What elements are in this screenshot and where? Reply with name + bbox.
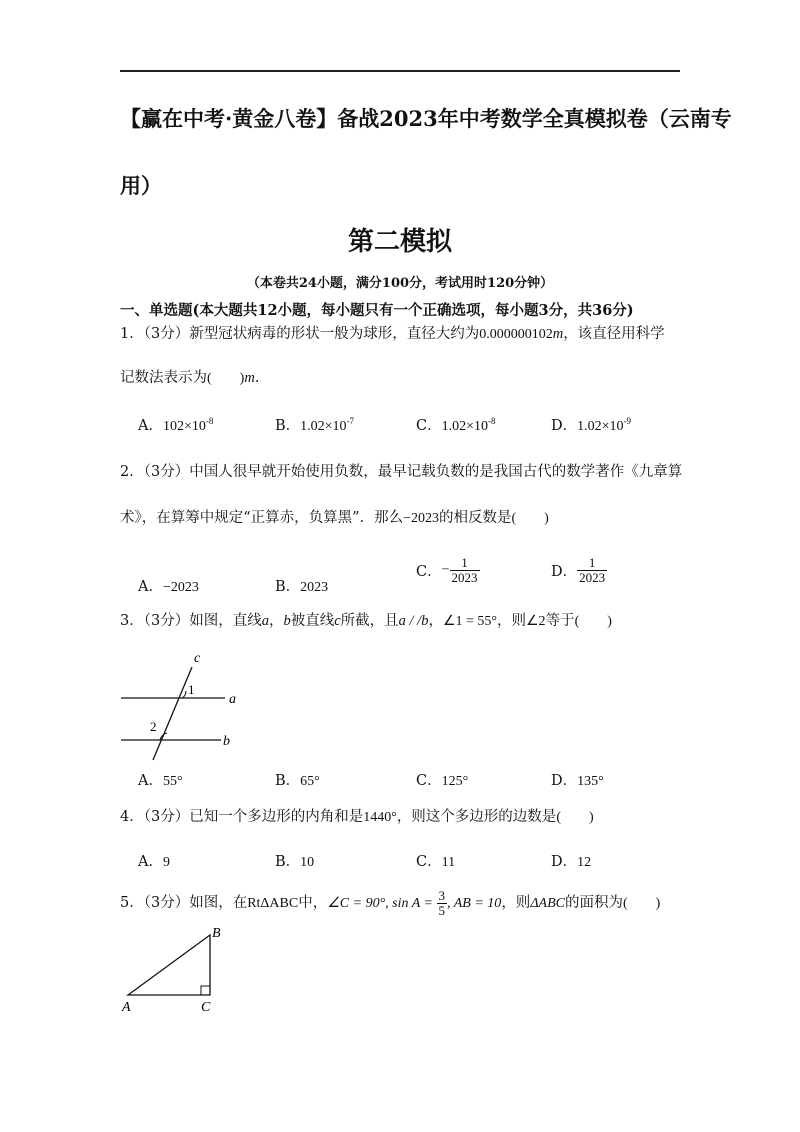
line-c [153,667,192,760]
q1-option-a[interactable]: A．$102\times 10^{-8}$ [138,416,214,434]
question-4-line1: 4．（3分）已知一个多边形的内角和是1440°，则这个多边形的边数是( ) [120,809,594,825]
q3-option-a[interactable]: A．55° [138,773,183,789]
q2-option-a[interactable]: A．−2023 [138,579,199,595]
section-title: 一、单选题(本大题共12小题，每小题只有一个正确选项，每小题3分，共36分) [120,302,634,319]
exam-title-line1: 【赢在中考·黄金八卷】备战2023年中考数学全真模拟卷（云南专 [120,106,732,131]
question-1-line1 [120,322,665,343]
q4-option-a[interactable]: A．9 [138,854,170,870]
label-b: b [223,734,230,749]
fraction: $\frac{1}{2023}$ [451,555,478,585]
q3-option-b[interactable]: B．65° [275,773,320,789]
q4-option-d[interactable]: D．12 [551,854,592,870]
q1-prefix: 1．（3分）新型冠状病毒的形状一般为球形，直径大约为 [120,326,480,342]
q3-option-c[interactable]: C．125° [416,773,469,789]
q1-value: 0.000000102 [479,327,553,342]
fraction: $\frac{1}{2023}$ [579,555,606,585]
q2-option-b[interactable]: B．2023 [275,579,329,595]
q3-option-d[interactable]: D．135° [551,773,604,789]
q1-line2: 记数法表示为 [120,370,207,386]
q1-unit: m [552,326,564,342]
q1-suffix: ，该直径用科学 [563,326,665,342]
question-2-line1: 2．（3分）中国人很早就开始使用负数，最早记载负数的是我国古代的数学著作《九章算 [120,464,683,480]
question-3-line1: 3．（3分）如图，直线a，b被直线c所截，且a / /b，∠1 = 55°，则∠2等于( ) [120,613,612,629]
right-triangle-figure [115,922,235,1017]
question-5-line1: 5．（3分）如图，在RtΔABC中，∠C = 90°, sin A = $\frac{3}{5}$ , AB = 10，则ΔABC的面积为( ) [120,887,661,918]
triangle-abc [128,935,210,995]
label-a: a [229,692,236,707]
q1-option-c[interactable]: C．$1.02\times 10^{-8}$ [416,416,496,434]
label-1: 1 [188,682,195,697]
angle-1-arc [182,691,186,698]
q4-option-b[interactable]: B．10 [275,854,315,870]
q2-option-d[interactable]: D． $\frac{1}{2023}$ [551,555,606,585]
label-B: B [212,926,221,941]
question-2-line2: 术》，在算筹中规定“正算赤，负算黑”．那么−2023的相反数是( ) [120,510,549,526]
q2-option-c[interactable]: C．− $\frac{1}{2023}$ [416,555,478,585]
label-A: A [122,1000,131,1015]
label-c: c [194,651,201,666]
exam-title-line2: 用） [120,173,162,198]
q2-paren: ( ) [511,511,549,526]
parallel-lines-figure [115,645,265,765]
fraction: $\frac{3}{5}$ [438,887,445,918]
q1-paren: ( ) [207,371,245,386]
question-1-line2 [120,366,259,387]
q2-value: −2023 [403,511,439,526]
q1-period: . [254,370,260,386]
q1-option-d[interactable]: D．$1.02\times 10^{-9}$ [551,416,632,434]
label-C: C [201,1000,211,1015]
top-rule [120,70,680,72]
q1-option-b[interactable]: B．$1.02\times 10^{-7}$ [275,416,355,434]
exam-note: （本卷共24小题，满分100分，考试用时120分钟） [246,276,554,291]
label-2: 2 [150,719,157,734]
q4-option-c[interactable]: C．11 [416,854,456,870]
q1-unit2: m [244,370,255,386]
right-angle-mark [201,986,210,995]
exam-heading: 第二模拟 [347,227,452,257]
